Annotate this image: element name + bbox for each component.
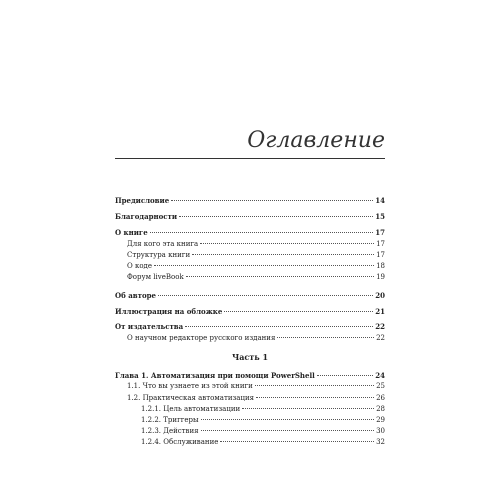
toc-entry-label: 1.2.2. Триггеры [141,416,199,424]
dot-leader [201,419,374,420]
part-heading: Часть 1 [231,352,269,362]
toc-subentry [127,273,385,282]
toc-entry-label: 1.2.4. Обслуживание [141,438,219,446]
toc-subsection [141,438,385,447]
toc-entry-page: 32 [376,438,385,446]
toc-subsection [141,405,385,414]
toc-entry-label: О коде [127,262,153,270]
dot-leader [150,232,374,233]
toc-entry-page: 18 [376,262,385,270]
toc-entry-label: Структура книги [127,251,191,259]
toc-entry-page: 29 [376,416,385,424]
dot-leader [154,265,374,266]
toc-section [127,382,385,391]
toc-entry-label: О научном редакторе русского издания [127,334,276,342]
toc-entry-page: 17 [376,240,385,248]
toc-subentry [127,262,385,271]
dot-leader [192,254,374,255]
toc-entry-page: 17 [375,228,385,237]
toc-entry [115,291,385,300]
toc-subentry [127,240,385,249]
toc-entry-page: 19 [376,273,385,281]
toc-entry-label: 1.2.1. Цель автоматизации [141,405,241,413]
dot-leader [277,337,374,338]
dot-leader [200,243,374,244]
toc-entry-label: 1.1. Что вы узнаете из этой книги [127,382,253,390]
toc-entry-page: 20 [375,291,385,300]
toc-entry-page: 15 [375,212,385,221]
toc-entry [115,307,385,316]
toc-subsection [141,427,385,436]
dot-leader [158,295,373,296]
toc-entry-label: 1.2.3. Действия [141,427,199,435]
dot-leader [255,385,374,386]
toc-entry-page: 22 [375,322,385,331]
toc-title: Оглавление [247,128,385,153]
dot-leader [185,326,373,327]
dot-leader [256,397,374,398]
toc-entry-label: Благодарности [115,212,178,221]
toc-entry [115,196,385,205]
toc-entry-page: 30 [376,427,385,435]
toc-entry-label: Об авторе [115,291,156,300]
dot-leader [179,216,373,217]
toc-entry-page: 26 [376,394,385,402]
toc-entry-page: 21 [375,307,385,316]
toc-entry-label: 1.2. Практическая автоматизация [127,394,255,402]
toc-entry-label: Глава 1. Автоматизация при помощи PowerShell [115,371,315,380]
toc-entry-page: 25 [376,382,385,390]
toc-entry [115,228,385,237]
toc-subentry [127,251,385,260]
toc-entry-label: От издательства [115,322,184,331]
dot-leader [224,311,373,312]
toc-entry-page: 28 [376,405,385,413]
dot-leader [201,430,375,431]
toc-entry-label: Предисловие [115,196,170,205]
toc-section [127,394,385,403]
dot-leader [220,441,374,442]
toc-subentry [127,334,385,343]
dot-leader [171,200,373,201]
dot-leader [242,408,374,409]
toc-chapter [115,371,385,380]
dot-leader [186,276,374,277]
toc-entry-page: 17 [376,251,385,259]
toc-subsection [141,416,385,425]
toc-entry-page: 14 [375,196,385,205]
toc-entry [115,322,385,331]
dot-leader [317,375,373,376]
toc-entry-label: Иллюстрация на обложке [115,307,223,316]
toc-entry-label: Форум liveBook [127,273,184,281]
toc-entry [115,212,385,221]
toc-entry-label: О книге [115,228,148,237]
toc-entry-page: 22 [376,334,385,342]
toc-entry-page: 24 [375,371,385,380]
toc-entry-label: Для кого эта книга [127,240,199,248]
